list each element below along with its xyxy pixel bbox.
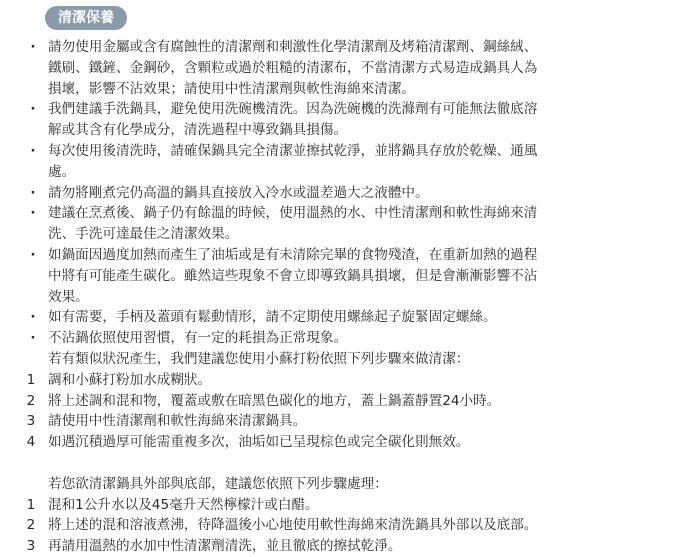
item-text [48, 536, 682, 557]
text-line: 鐵刷、鐵鏟、金鋼砂，含顆粒或過於粗糙的清潔布，不當清潔方式易造成鍋具人為 [48, 59, 538, 76]
soda-step-item [0, 432, 682, 453]
care-bullet-item [0, 307, 682, 328]
soda-step-item [0, 391, 682, 412]
item-text [48, 391, 682, 412]
text-line: 如遇沉積過厚可能需重複多次，油垢如已呈現棕色或完全碳化則無效。 [48, 434, 470, 451]
text-line: 建議在烹煮後、鍋子仍有餘溫的時候，使用溫熱的水、中性清潔劑和軟性海綿來清 [48, 205, 538, 222]
care-bullet-item [0, 203, 682, 245]
care-bullet-item [0, 99, 682, 141]
text-line: 如鍋面因過度加熱而產生了油垢或是有未清除完畢的食物殘渣，在重新加熱的過程 [48, 247, 538, 263]
bullet-dot: · [30, 101, 36, 118]
item-text [48, 495, 682, 516]
care-bullet-item [0, 328, 682, 370]
item-text [48, 328, 682, 370]
text-line: 調和小蘇打粉加水成糊狀。 [48, 371, 212, 388]
text-line: 中將有可能產生碳化。雖然這些現象不會立即導致鍋具損壞，但是會漸漸影響不沾 [48, 267, 538, 284]
text-line: 請勿將剛煮完仍高溫的鍋具直接放入冷水或溫差過大之液體中。 [48, 184, 429, 201]
text-line: 如有需要，手柄及蓋頭有鬆動情形，請不定期使用螺絲起子旋緊固定螺絲。 [48, 309, 497, 326]
bullet-dot: · [30, 330, 36, 347]
item-text [48, 203, 682, 245]
bullet-dot: · [30, 205, 36, 222]
step-number: 2 [26, 517, 36, 534]
text-line: 解或其含有化學成分，清洗過程中導致鍋具損傷。 [48, 122, 348, 139]
item-text [48, 37, 682, 99]
care-bullet-item [0, 37, 682, 99]
item-text [48, 411, 682, 432]
text-line: 將上述調和混和物，覆蓋或敷在暗黑色碳化的地方，蓋上鍋蓋靜置24小時。 [48, 392, 501, 409]
exterior-step-item [0, 536, 682, 557]
step-number: 2 [26, 392, 36, 409]
exterior-step-item [0, 515, 682, 536]
bullet-dot: · [30, 309, 36, 326]
text-line: 損壞，影響不沾效果；請使用中性清潔劑與軟性海綿來清潔。 [48, 80, 416, 97]
text-line: 混和1公升水以及45毫升天然檸檬汁或白醋。 [48, 496, 319, 513]
text-line: 每次使用後清洗時，請確保鍋具完全清潔並擦拭乾淨，並將鍋具存放於乾燥、通風 [48, 143, 538, 159]
bullet-dot: · [30, 143, 36, 159]
step-number: 3 [26, 413, 36, 430]
bullet-dot: · [30, 184, 36, 201]
text-line: 請使用中性清潔劑和軟性海綿來清潔鍋具。 [48, 413, 307, 430]
item-text [48, 370, 682, 391]
item-text [48, 432, 682, 453]
text-line: 洗、手洗可達最佳之清潔效果。 [48, 226, 239, 243]
text-line: 請勿使用金屬或含有腐蝕性的清潔劑和刺激性化學清潔劑及烤箱清潔劑、鋼絲絨、 [48, 39, 538, 55]
step-number: 3 [26, 538, 36, 555]
item-text [48, 474, 682, 495]
care-bullet-item [0, 141, 682, 183]
exterior-step-item [0, 495, 682, 516]
text-line: 將上述的混和溶液煮沸，待降溫後小心地使用軟性海綿來清洗鍋具外部以及底部。 [48, 517, 538, 534]
text-line: 我們建議手洗鍋具，避免使用洗碗機清洗。因為洗碗機的洗滌劑有可能無法徹底溶 [48, 101, 538, 118]
item-text [48, 99, 682, 141]
exterior-intro [0, 474, 682, 495]
item-text [48, 141, 682, 183]
item-text [48, 245, 682, 307]
care-bullet-item [0, 245, 682, 307]
text-line: 不沾鍋依照使用習慣，有一定的耗損為正常現象。 [48, 330, 348, 347]
step-number: 1 [26, 371, 36, 388]
step-number: 1 [26, 496, 36, 513]
text-line: 若有類似狀況產生，我們建議您使用小蘇打粉依照下列步驟來做清潔： [48, 350, 470, 367]
text-line: 處。 [48, 163, 76, 180]
care-bullet-item [0, 183, 682, 204]
bullet-dot: · [30, 247, 36, 263]
text-line: 若您欲清潔鍋具外部與底部，建議您依照下列步驟處理： [48, 475, 388, 492]
bullet-dot: · [30, 39, 36, 55]
item-text [48, 307, 682, 328]
soda-step-item [0, 411, 682, 432]
section-title: 清潔保養 [45, 6, 127, 30]
item-text [48, 183, 682, 204]
item-text [48, 515, 682, 536]
soda-step-item [0, 370, 682, 391]
text-line: 效果。 [48, 288, 89, 305]
text-line: 再請用溫熱的水加中性清潔劑清洗，並且徹底的擦拭乾淨。 [48, 538, 402, 555]
step-number: 4 [26, 434, 36, 451]
